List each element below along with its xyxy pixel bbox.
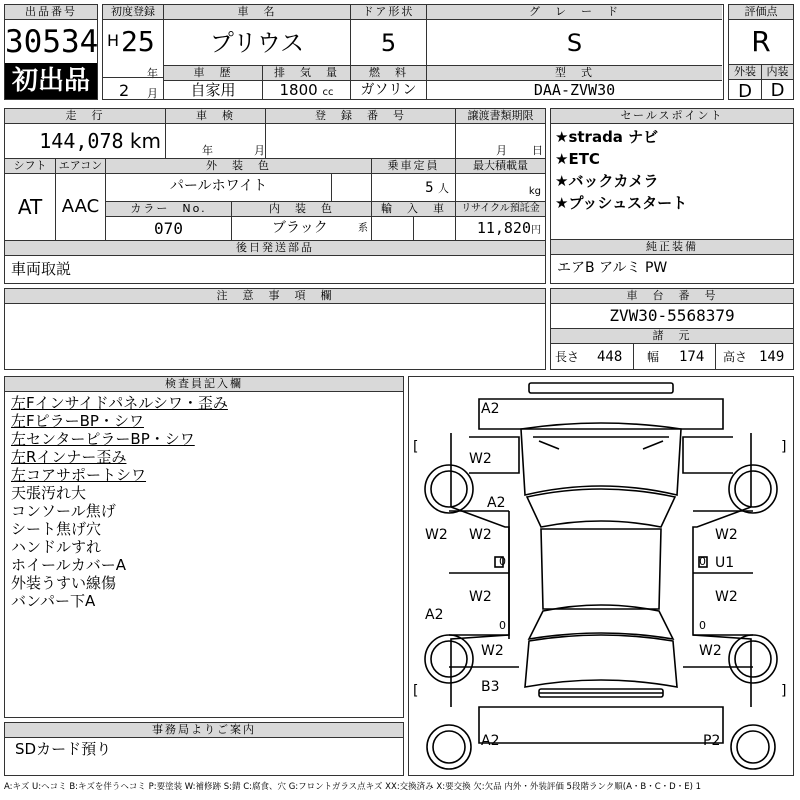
office-note: SDカード預り (15, 740, 112, 758)
inspector-line: 左センターピラーBP・シワ (11, 430, 195, 448)
selling-point: ★strada ナビ (555, 128, 659, 146)
width: 174 (679, 349, 705, 365)
exterior-grade: D (738, 81, 752, 102)
history: 自家用 (190, 81, 236, 99)
int-color-label: 内 装 色 (231, 202, 371, 217)
car-outline (409, 377, 793, 775)
recycle-unit: 円 (531, 225, 541, 236)
width-label: 幅 (647, 350, 660, 364)
inspection-year-unit: 年 (202, 144, 213, 157)
month-value: 2 (119, 81, 130, 100)
mark-rear-bumper-right: P2 (703, 733, 721, 749)
mark-trunk: B3 (481, 679, 500, 695)
inspector-line: 外装うすい線傷 (11, 574, 117, 592)
mark-right-front-door-zero: 0 (699, 555, 706, 568)
recycle: 11,820 (476, 219, 531, 237)
capacity: 5 (425, 180, 434, 196)
mark-right-rear-fender: W2 (699, 643, 722, 659)
mark-left-side-w2: W2 (425, 527, 448, 543)
bracket-left-top: [ (413, 439, 419, 455)
max-load-label: 最大積載量 (455, 159, 545, 174)
reg-label: 登 録 番 号 (265, 109, 455, 124)
inspection-label: 車 検 (165, 109, 265, 124)
capacity-label: 乗車定員 (371, 159, 455, 174)
era-letter: H (107, 31, 120, 50)
mark-right-rear-door-zero: 0 (699, 619, 706, 632)
inspector-line: バンパー下A (11, 592, 96, 610)
bracket-right-bottom: ] (781, 683, 787, 699)
bracket-left-bottom: [ (413, 683, 419, 699)
ext-color-label: 外 装 色 (105, 159, 371, 174)
height-label: 高さ (723, 350, 748, 364)
recycle-label: リサイクル預託金 (455, 202, 545, 217)
inspector-line: 左FピラーBP・シワ (11, 412, 144, 430)
mark-right-front-door: W2 (715, 527, 738, 543)
model-label: 型 式 (426, 66, 722, 81)
inspector-line: 天張汚れ大 (11, 484, 87, 502)
transfer-day-unit: 日 (532, 144, 543, 157)
first-listing-badge: 初出品 (5, 63, 97, 99)
dims-label: 諸 元 (551, 328, 793, 344)
mark-left-rear-door: W2 (469, 589, 492, 605)
length-label: 長さ (555, 350, 580, 364)
mark-hood: A2 (487, 495, 506, 511)
vehicle-detail-box (4, 108, 546, 256)
inspector-box (4, 376, 404, 718)
genuine-equipment-label: 純正装備 (551, 240, 793, 255)
color-no: 070 (105, 217, 231, 240)
inspector-label: 検査員記入欄 (5, 377, 403, 392)
grade: S (426, 20, 722, 66)
aircon: AAC (55, 174, 105, 240)
mark-right-front-door-u1: U1 (715, 555, 735, 571)
inspector-line: ハンドルすれ (11, 538, 102, 556)
displacement-unit: cc (322, 87, 334, 98)
inspection-month-unit: 月 (254, 144, 265, 157)
mark-left-rear-fender: W2 (481, 643, 504, 659)
lot-label: 出品番号 (5, 5, 97, 20)
capacity-unit: 人 (438, 182, 449, 195)
height: 149 (759, 349, 785, 365)
later-parts-label: 後日発送部品 (5, 241, 545, 255)
mileage-label: 走 行 (5, 109, 165, 124)
int-color: ブラック (272, 220, 328, 236)
first-reg-label: 初度登録 (103, 5, 163, 20)
notes-label: 注 意 事 項 欄 (5, 289, 545, 304)
fuel: ガソリン (350, 81, 426, 99)
mark-left-front-door: W2 (469, 527, 492, 543)
inspector-line: ホイールカバーA (11, 556, 126, 574)
ext-color: パールホワイト (105, 174, 331, 202)
selling-point: ★プッシュスタート (555, 194, 688, 212)
color-no-label: カラー No. (105, 202, 231, 217)
mark-right-rear-door: W2 (715, 589, 738, 605)
bracket-right-top: ] (781, 439, 787, 455)
max-load-unit: kg (455, 174, 545, 202)
mark-left-side-a2: A2 (425, 607, 444, 623)
first-reg-box (102, 4, 164, 100)
score-label: 評価点 (729, 5, 793, 20)
mark-left-front-fender: W2 (469, 451, 492, 467)
car-name-label: 車 名 (164, 5, 350, 20)
interior-grade-label: 内装 (761, 65, 793, 80)
inspector-line: 左Rインナー歪み (11, 448, 127, 466)
transfer-label: 譲渡書類期限 (455, 109, 545, 124)
later-parts: 車両取説 (4, 256, 546, 284)
year-unit: 年 (147, 67, 158, 80)
aircon-label: エアコン (55, 159, 105, 174)
shift: AT (17, 195, 43, 219)
inspector-line: 左コアサポートシワ (11, 466, 147, 484)
transfer-month-unit: 月 (496, 144, 507, 157)
inspector-line: シート焦げ穴 (11, 520, 102, 538)
notes-box (4, 288, 546, 370)
inspector-line: 左Fインサイドパネルシワ・歪み (11, 394, 228, 412)
selling-points-label: セールスポイント (551, 109, 793, 124)
inspector-line: コンソール焦げ (11, 502, 116, 520)
damage-diagram (408, 376, 794, 776)
genuine-equipment-box (550, 240, 794, 284)
int-color-suffix: 系 (358, 223, 368, 234)
reg-number (265, 124, 455, 158)
car-name: プリウス (209, 29, 305, 57)
import-label: 輸 入 車 (371, 202, 455, 217)
exterior-grade-label: 外装 (729, 65, 761, 80)
model: DAA-ZVW30 (426, 81, 722, 99)
month-unit: 月 (147, 87, 158, 100)
office-box (4, 722, 404, 776)
grade-label: グ レ ー ド (426, 5, 722, 20)
displacement: 1800 (279, 81, 318, 99)
legend: A:キズ U:ヘコミ B:キズを伴うヘコミ P:要塗装 W:補修跡 S:錆 C:腐食、穴 G:フロントガラス点キズ XX:交換済み X:要交換 欠:欠品 内外・外装評価 5段階ランク順(A・B・C・D・E) 1 (4, 782, 702, 792)
doors-label: ドア形状 (350, 5, 426, 20)
office-label: 事務局よりご案内 (5, 723, 403, 738)
chassis-label: 車 台 番 号 (551, 289, 793, 304)
selling-points-box (550, 108, 794, 240)
mark-left-front-door-zero: 0 (499, 555, 506, 568)
lot-number: 30534 (5, 24, 99, 60)
history-label: 車 歴 (164, 66, 262, 81)
era-year: 25 (121, 25, 155, 58)
score: R (751, 25, 771, 58)
chassis-number: ZVW30-5568379 (609, 306, 735, 325)
mileage: 144,078 (39, 129, 124, 153)
score-box (728, 4, 794, 100)
mark-left-rear-door-zero: 0 (499, 619, 506, 632)
chassis-box (550, 288, 794, 370)
fuel-label: 燃 料 (350, 66, 426, 81)
mileage-unit: km (129, 129, 161, 153)
length: 448 (597, 349, 623, 365)
selling-point: ★バックカメラ (555, 172, 659, 190)
doors: 5 (350, 20, 426, 66)
selling-point: ★ETC (555, 150, 600, 168)
mark-front-bumper: A2 (481, 401, 500, 417)
shift-label: シフト (5, 159, 55, 174)
interior-grade: D (761, 80, 793, 99)
lot-box (4, 4, 98, 100)
main-box (164, 4, 724, 100)
mark-rear-bumper-left: A2 (481, 733, 500, 749)
displacement-label: 排 気 量 (262, 66, 350, 81)
genuine-equipment: エアB アルミ PW (557, 260, 668, 276)
